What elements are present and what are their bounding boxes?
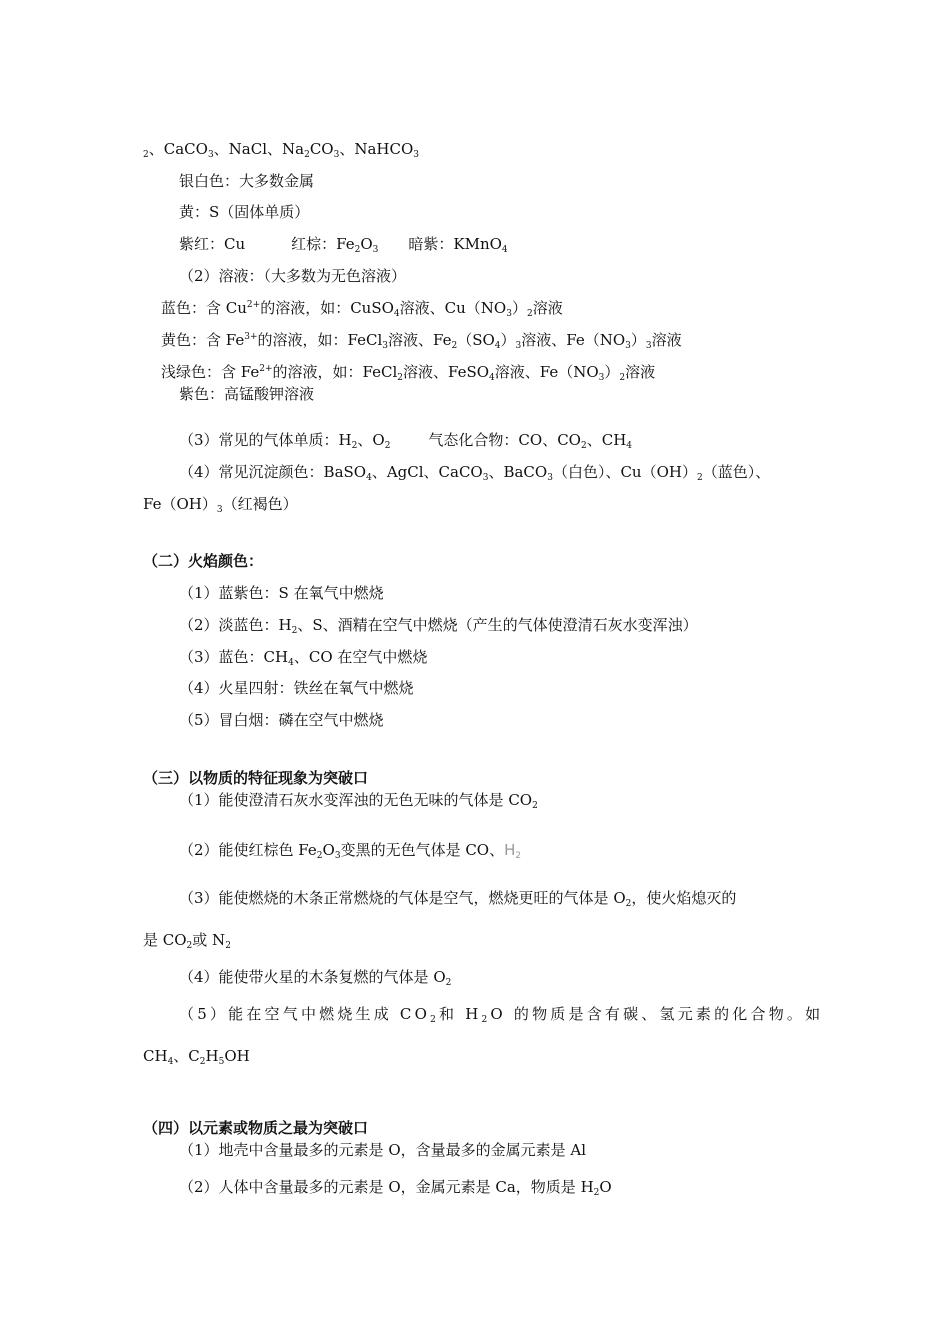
line-yellow-solution: 黄色：含 $Fe^{3+}$的溶液，如：FeCl$_3$溶液、$Fe_2(SO_4)_3$溶液、$Fe(NO_3)_3$溶液 xyxy=(161,331,682,351)
line-phenomenon-3-cont: 是 $CO_2$或 $N_2$ xyxy=(143,931,231,951)
line-phenomenon-2: （2）能使红棕色 $Fe_2O_3$变黑的无色气体是 CO、$H_2$ xyxy=(179,841,522,861)
line-flame-sparks: （4）火星四射：铁丝在氧气中燃烧 xyxy=(179,679,414,697)
line-light-green-solution: 浅绿色：含 $Fe^{2+}$的溶液，如：FeCl$_2$溶液、FeSO$_4$溶液、$Fe(NO_3)_2$溶液 xyxy=(161,363,656,383)
heading-element-superlatives: （四）以元素或物质之最为突破口 xyxy=(143,1119,369,1137)
line-flame-blue: （3）蓝色：$CH_4$、CO 在空气中燃烧 xyxy=(179,648,428,668)
heading-flame-colors: （二）火焰颜色： xyxy=(143,552,264,570)
line-purple-red: 紫红：Cu 红棕：$Fe_2O_3$ 暗紫：KMnO$_4$ xyxy=(179,235,508,255)
line-phenomenon-5: （5）能在空气中燃烧生成 $CO_2$和 $H_2O$ 的物质是含有碳、氢元素的化合物。如 xyxy=(179,1005,824,1025)
line-flame-white-smoke: （5）冒白烟：磷在空气中燃烧 xyxy=(179,711,384,729)
line-phenomenon-5-cont: $CH_4$、$C_2H_5OH$ xyxy=(143,1047,250,1067)
line-superlative-1: （1）地壳中含量最多的元素是 O，含量最多的金属元素是 Al xyxy=(179,1141,587,1159)
line-solutions: （2）溶液：（大多数为无色溶液） xyxy=(179,267,407,285)
line-flame-light-blue: （2）淡蓝色：$H_2$、S、酒精在空气中燃烧（产生的气体使澄清石灰水变浑浊） xyxy=(179,616,698,636)
heading-characteristic-phenomena: （三）以物质的特征现象为突破口 xyxy=(143,769,369,787)
line-salts: $_2$、CaCO$_3$、NaCl、$Na_2CO_3$、NaHCO$_3$ xyxy=(143,140,420,160)
line-common-gases: （3）常见的气体单质：$H_2$、$O_2$ 气态化合物：CO、$CO_2$、$CH_4$ xyxy=(179,431,633,451)
line-purple-solution: 紫色：高锰酸钾溶液 xyxy=(179,385,315,403)
line-phenomenon-4: （4）能使带火星的木条复燃的气体是 $O_2$ xyxy=(179,968,452,988)
line-precipitates: （4）常见沉淀颜色：BaSO$_4$、AgCl、CaCO$_3$、BaCO$_3$（白色）、$Cu(OH)_2$（蓝色）、 xyxy=(179,463,771,483)
line-superlative-2: （2）人体中含量最多的元素是 O，金属元素是 Ca，物质是 $H_2O$ xyxy=(179,1178,612,1198)
line-yellow-solid: 黄：S（固体单质） xyxy=(179,203,310,221)
line-phenomenon-1: （1）能使澄清石灰水变浑浊的无色无味的气体是 $CO_2$ xyxy=(179,791,538,811)
line-precipitates-cont: $Fe(OH)_3$（红褐色） xyxy=(143,495,298,515)
line-blue-solution: 蓝色：含 $Cu^{2+}$的溶液，如：CuSO$_4$溶液、$Cu(NO_3)_2$溶液 xyxy=(161,299,563,319)
line-flame-blue-violet: （1）蓝紫色：S 在氧气中燃烧 xyxy=(179,584,384,602)
line-silver-white: 银白色：大多数金属 xyxy=(179,172,315,190)
line-phenomenon-3: （3）能使燃烧的木条正常燃烧的气体是空气，燃烧更旺的气体是 $O_2$，使火焰熄灭的 xyxy=(179,889,737,909)
